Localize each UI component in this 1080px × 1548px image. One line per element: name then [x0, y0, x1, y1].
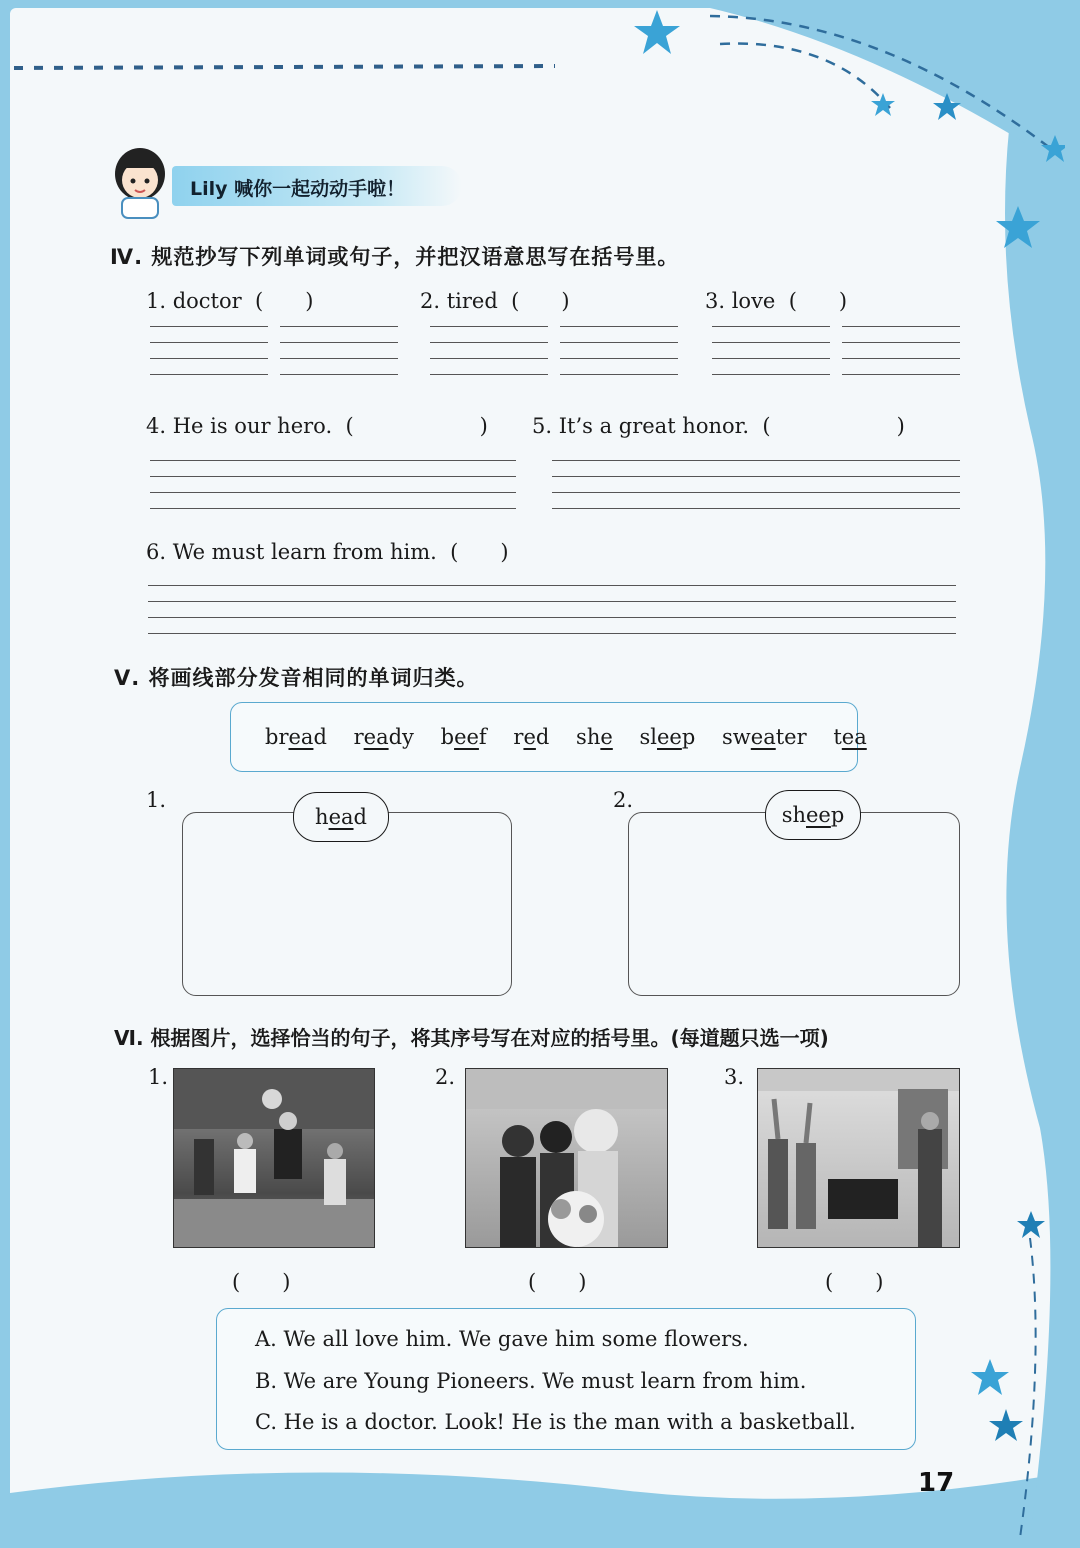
bottom-wave — [10, 1463, 1065, 1538]
section6-title: Ⅵ. 根据图片，选择恰当的句子，将其序号写在对应的括号里。(每道题只选一项) — [114, 1026, 829, 1050]
writing-lines[interactable] — [712, 326, 830, 376]
picture-answer-3[interactable]: ( ) — [825, 1270, 884, 1294]
word-red: red — [513, 725, 550, 749]
group-number-1: 1. — [146, 788, 167, 812]
star-icon — [632, 8, 682, 58]
word-tea: tea — [833, 725, 867, 749]
section4-title: Ⅳ. 规范抄写下列单词或句子，并把汉语意思写在括号里。 — [110, 245, 680, 269]
dash-trail — [1000, 1238, 1050, 1538]
word-item-2: 2. tired ( ) — [420, 289, 570, 313]
word-item-3: 3. love ( ) — [705, 289, 848, 313]
sentence-item-4: 4. He is our hero. ( ) — [146, 414, 488, 438]
writing-lines[interactable] — [842, 326, 960, 376]
word-she: she — [576, 725, 613, 749]
girl-icon — [108, 146, 174, 220]
writing-lines[interactable] — [148, 585, 956, 635]
flowers-scene-icon — [466, 1069, 667, 1247]
option-c: C. He is a doctor. Look! He is the man with a basketball. — [255, 1410, 856, 1434]
pioneers-scene-icon — [758, 1069, 959, 1247]
picture-number-3: 3. — [724, 1065, 745, 1089]
writing-lines[interactable] — [560, 326, 678, 376]
star-icon — [870, 92, 896, 118]
photo-pioneers — [757, 1068, 960, 1248]
options-box — [216, 1308, 916, 1450]
writing-lines[interactable] — [552, 460, 960, 510]
answer-paren[interactable]: ( ) — [511, 289, 570, 313]
answer-paren[interactable]: ( ) — [255, 289, 314, 313]
star-icon — [1040, 134, 1065, 164]
picture-number-2: 2. — [435, 1065, 456, 1089]
word-bread: bread — [265, 725, 327, 749]
group-label-sheep: sheep — [765, 790, 861, 840]
basketball-scene-icon — [174, 1069, 374, 1247]
writing-lines[interactable] — [280, 326, 398, 376]
star-icon — [1016, 1210, 1046, 1240]
sentence-item-5: 5. It’s a great honor. ( ) — [532, 414, 905, 438]
photo-basketball — [173, 1068, 375, 1248]
banner-text: Lily 喊你一起动动手啦！ — [190, 178, 406, 200]
option-a: A. We all love him. We gave him some flowers. — [255, 1327, 749, 1351]
word-item-1: 1. doctor ( ) — [146, 289, 314, 313]
star-icon — [932, 92, 962, 122]
photo-flowers — [465, 1068, 668, 1248]
writing-lines[interactable] — [150, 326, 268, 376]
worksheet-page — [10, 8, 1065, 1538]
option-b: B. We are Young Pioneers. We must learn from him. — [255, 1369, 807, 1393]
answer-paren[interactable]: ( ) — [762, 414, 905, 438]
star-icon — [994, 204, 1042, 252]
banner — [108, 146, 468, 216]
word-beef: beef — [440, 725, 487, 749]
word-sweater: sweater — [722, 725, 807, 749]
group-label-head: head — [293, 792, 389, 842]
group-number-2: 2. — [613, 788, 634, 812]
writing-lines[interactable] — [150, 460, 516, 510]
dash-decoration — [10, 58, 570, 78]
sentence-item-6: 6. We must learn from him. ( ) — [146, 540, 509, 564]
answer-paren[interactable]: ( ) — [450, 540, 509, 564]
word-sleep: sleep — [639, 725, 696, 749]
picture-answer-2[interactable]: ( ) — [528, 1270, 587, 1294]
picture-number-1: 1. — [148, 1065, 169, 1089]
answer-paren[interactable]: ( ) — [788, 289, 848, 313]
word-ready: ready — [353, 725, 414, 749]
picture-answer-1[interactable]: ( ) — [232, 1270, 291, 1294]
section5-title: Ⅴ. 将画线部分发音相同的单词归类。 — [114, 666, 479, 690]
answer-paren[interactable]: ( ) — [345, 414, 488, 438]
page-number: 17 — [918, 1468, 955, 1498]
writing-lines[interactable] — [430, 326, 548, 376]
word-bank — [230, 702, 867, 772]
